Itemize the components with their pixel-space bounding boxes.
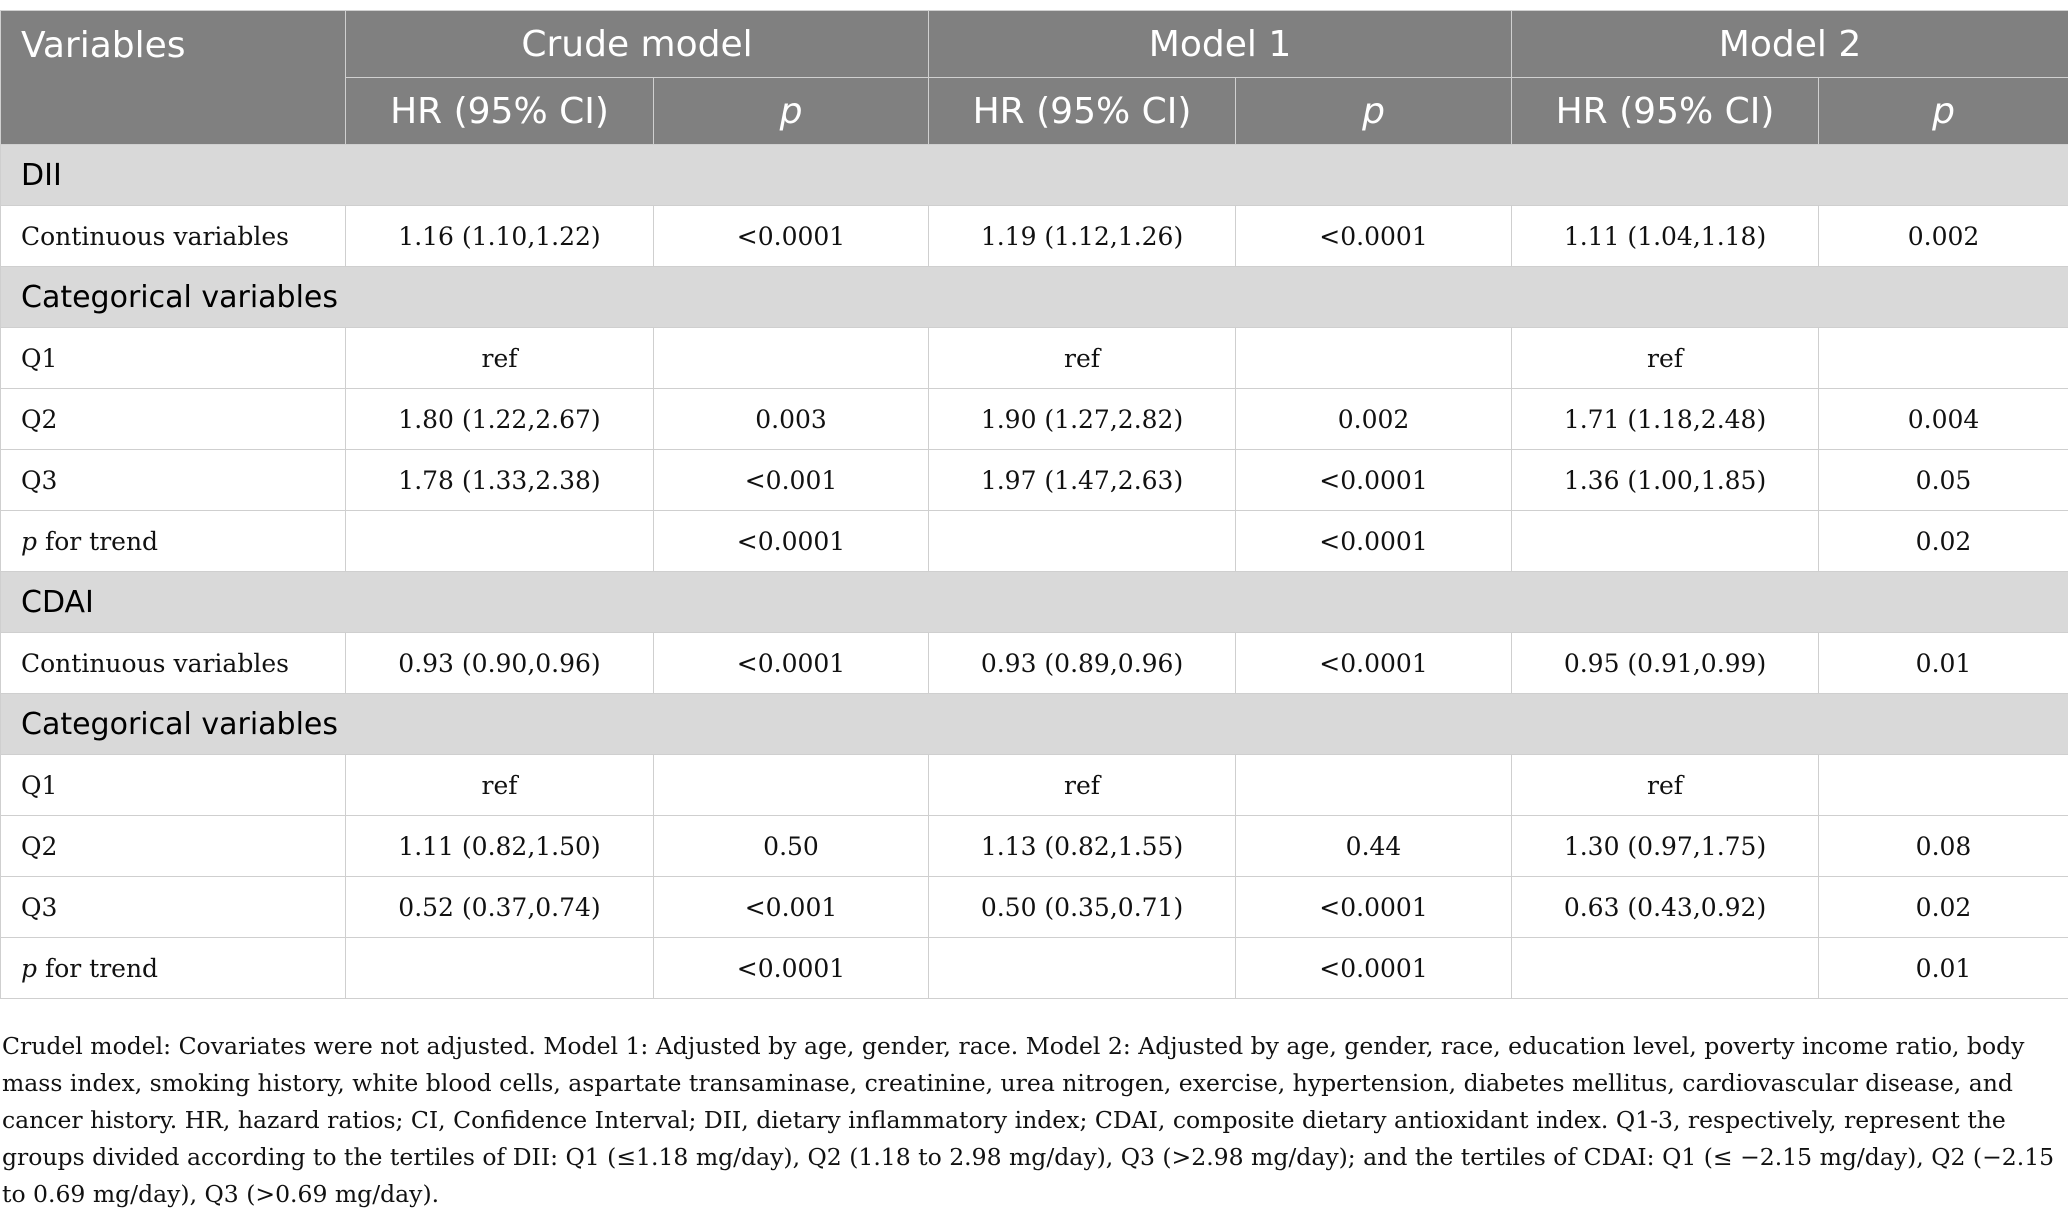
subsection-header (1, 267, 2068, 328)
p-value-cell: <0.001 (654, 877, 929, 938)
table-row (1, 633, 2068, 694)
p-value-cell: 0.02 (1819, 877, 2068, 938)
p-value-cell (1236, 755, 1512, 816)
hr-cell: 1.16 (1.10,1.22) (346, 206, 654, 267)
table-row (1, 755, 2068, 816)
hr-cell: 0.50 (0.35,0.71) (929, 877, 1236, 938)
row-label: Continuous variables (1, 206, 346, 267)
table-row (1, 450, 2068, 511)
header-variables: Variables (1, 11, 346, 145)
section-header (1, 145, 2068, 206)
hr-cell (346, 938, 654, 999)
row-label: Q2 (1, 389, 346, 450)
section-header (1, 572, 2068, 633)
section-title: DII (1, 145, 2068, 206)
p-value-cell: <0.0001 (1236, 511, 1512, 572)
table-row (1, 206, 2068, 267)
p-value-cell: 0.01 (1819, 938, 2068, 999)
header-hr: HR (95% CI) (929, 78, 1236, 145)
hr-cell (346, 511, 654, 572)
header-crude-model: Crude model (346, 11, 929, 78)
hr-cell: ref (346, 755, 654, 816)
trend-label-text: for trend (37, 527, 158, 556)
trend-p-symbol: p (21, 954, 37, 983)
p-value-cell: 0.004 (1819, 389, 2068, 450)
p-value-cell: 0.01 (1819, 633, 2068, 694)
p-value-cell: 0.003 (654, 389, 929, 450)
hr-cell: 1.30 (0.97,1.75) (1512, 816, 1819, 877)
header-hr: HR (95% CI) (1512, 78, 1819, 145)
header-model-1: Model 1 (929, 11, 1512, 78)
header-p: p (1236, 78, 1512, 145)
hr-cell: 1.78 (1.33,2.38) (346, 450, 654, 511)
header-hr: HR (95% CI) (346, 78, 654, 145)
hr-cell: 1.36 (1.00,1.85) (1512, 450, 1819, 511)
p-value-cell (654, 328, 929, 389)
hr-cell: 1.11 (1.04,1.18) (1512, 206, 1819, 267)
subsection-header (1, 694, 2068, 755)
header-p: p (654, 78, 929, 145)
hr-cell: 0.63 (0.43,0.92) (1512, 877, 1819, 938)
p-value-cell: 0.44 (1236, 816, 1512, 877)
hr-cell: 1.11 (0.82,1.50) (346, 816, 654, 877)
table-row (1, 389, 2068, 450)
row-label: Continuous variables (1, 633, 346, 694)
p-value-cell (1236, 328, 1512, 389)
p-value-cell: <0.0001 (654, 206, 929, 267)
p-value-cell: <0.0001 (654, 511, 929, 572)
hr-cell: ref (1512, 328, 1819, 389)
p-value-cell: 0.002 (1819, 206, 2068, 267)
hr-cell: 0.93 (0.89,0.96) (929, 633, 1236, 694)
p-value-cell: 0.05 (1819, 450, 2068, 511)
hr-cell: 1.19 (1.12,1.26) (929, 206, 1236, 267)
trend-p-symbol: p (21, 527, 37, 556)
table-row (1, 816, 2068, 877)
row-label (1, 511, 346, 572)
p-value-cell (654, 755, 929, 816)
p-value-cell: 0.50 (654, 816, 929, 877)
p-value-cell: <0.0001 (1236, 938, 1512, 999)
hr-cell: 1.13 (0.82,1.55) (929, 816, 1236, 877)
p-value-cell: <0.0001 (1236, 206, 1512, 267)
p-value-cell: <0.0001 (1236, 877, 1512, 938)
hr-cell: 1.80 (1.22,2.67) (346, 389, 654, 450)
row-label: Q3 (1, 877, 346, 938)
p-value-cell: <0.0001 (1236, 633, 1512, 694)
hr-cell (1512, 511, 1819, 572)
section-title: Categorical variables (1, 267, 2068, 328)
header-model-2: Model 2 (1512, 11, 2068, 78)
table-footnote: Crudel model: Covariates were not adjusted. Model 1: Adjusted by age, gender, race. Model 2: Adjusted by age, gender, race, education level, poverty income ratio, body mass index, smoking history, white blood cells, aspartate transaminase, creatinine, urea nitrogen, exercise, hypertension, diabetes mellitus, cardiovascular disease, and cancer history. HR, hazard ratios; CI, Confidence Interval; DII, dietary inflammatory index; CDAI, composite dietary antioxidant index. Q1-3, respectively, represent the groups divided according to the tertiles of DII: Q1 (≤1.18 mg/day), Q2 (1.18 to 2.98 mg/day), Q3 (>2.98 mg/day); and the tertiles of CDAI: Q1 (≤ −2.15 mg/day), Q2 (−2.15 to 0.69 mg/day), Q3 (>0.69 mg/day). (2, 1028, 2062, 1213)
hr-cell: ref (929, 328, 1236, 389)
header-p: p (1819, 78, 2068, 145)
section-title: Categorical variables (1, 694, 2068, 755)
table-row (1, 877, 2068, 938)
p-value-cell (1819, 755, 2068, 816)
p-value-cell: <0.001 (654, 450, 929, 511)
section-title: CDAI (1, 572, 2068, 633)
hr-cell (929, 938, 1236, 999)
hr-cell: 0.52 (0.37,0.74) (346, 877, 654, 938)
trend-row (1, 511, 2068, 572)
p-value-cell: 0.002 (1236, 389, 1512, 450)
trend-row (1, 938, 2068, 999)
hr-cell: 0.93 (0.90,0.96) (346, 633, 654, 694)
table-row (1, 328, 2068, 389)
p-value-cell (1819, 328, 2068, 389)
hr-cell: 1.90 (1.27,2.82) (929, 389, 1236, 450)
row-label (1, 938, 346, 999)
p-value-cell: <0.0001 (1236, 450, 1512, 511)
hr-cell: 0.95 (0.91,0.99) (1512, 633, 1819, 694)
p-value-cell: 0.02 (1819, 511, 2068, 572)
row-label: Q1 (1, 755, 346, 816)
hr-cell: ref (929, 755, 1236, 816)
results-table (0, 10, 2068, 999)
row-label: Q3 (1, 450, 346, 511)
row-label: Q1 (1, 328, 346, 389)
p-value-cell: <0.0001 (654, 938, 929, 999)
hr-cell: 1.71 (1.18,2.48) (1512, 389, 1819, 450)
hr-cell: 1.97 (1.47,2.63) (929, 450, 1236, 511)
p-value-cell: 0.08 (1819, 816, 2068, 877)
row-label: Q2 (1, 816, 346, 877)
hr-cell: ref (346, 328, 654, 389)
table-body (1, 145, 2068, 999)
hr-cell (1512, 938, 1819, 999)
p-value-cell: <0.0001 (654, 633, 929, 694)
trend-label-text: for trend (37, 954, 158, 983)
hr-cell (929, 511, 1236, 572)
hr-cell: ref (1512, 755, 1819, 816)
